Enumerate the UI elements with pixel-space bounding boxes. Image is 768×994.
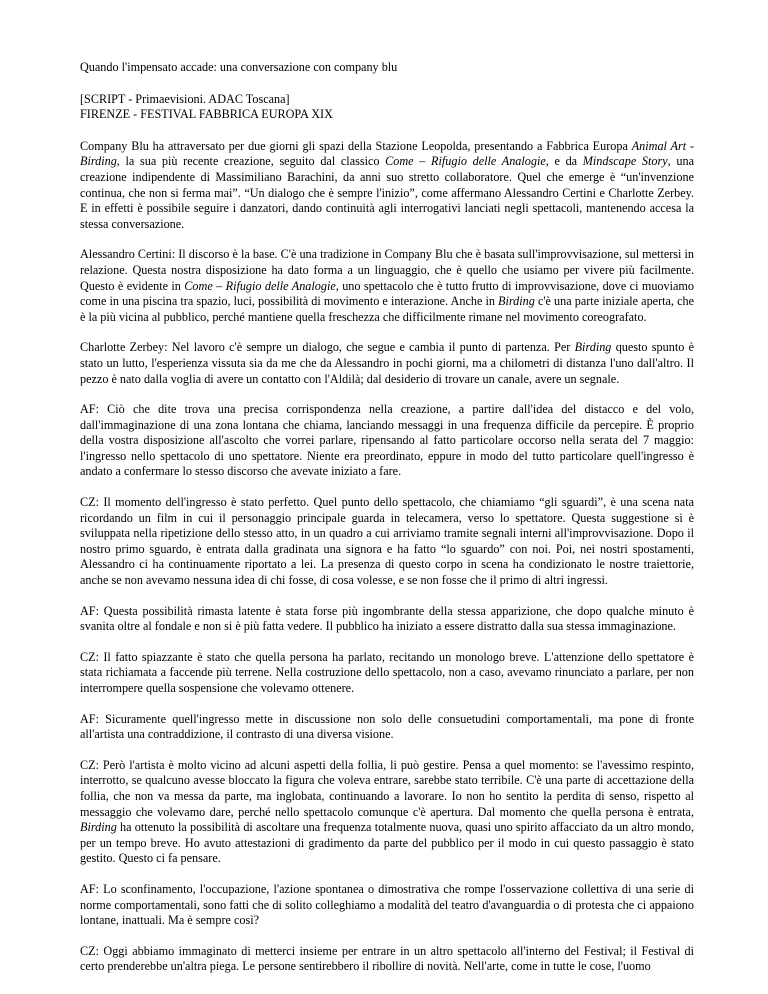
document-title: Quando l'impensato accade: una conversazione con company blu bbox=[80, 60, 398, 74]
paragraph-af-2 bbox=[80, 604, 694, 635]
header-line-festival: FIRENZE - FESTIVAL FABBRICA EUROPA XIX bbox=[80, 107, 333, 122]
paragraph-cz-1 bbox=[80, 495, 694, 589]
spacer bbox=[80, 123, 694, 139]
paragraph-text: Charlotte Zerbey: Nel lavoro c'è sempre un dialogo, che segue e cambia il punto di partenza. Per bbox=[80, 340, 575, 355]
paragraph-text: ha ottenuto la possibilità di ascoltare una frequenza totalmente nuova, quasi uno spirito affacciato da un altro mondo, per un tempo breve. Ho avuto attestazioni di gradimento da parte del pubblico per il modo in cui questo passaggio è stato gestito. Questo ci fa pensare. bbox=[80, 820, 694, 866]
work-title-italic: Come – Rifugio delle Analogie, bbox=[184, 278, 339, 293]
paragraph-text: CZ: Il fatto spiazzante è stato che quella persona ha parlato, recitando un monologo breve. L'attenzione dello spettatore è stata richiamata a faccende più terrene. Nella costruzione dello spettacolo, non a caso, avevamo rinunciato a parlare, per non interrompere quella sospensione che volevamo ottenere. bbox=[80, 649, 694, 695]
paragraph-text: AF: Sicuramente quell'ingresso mette in discussione non solo delle consuetudini comportamentali, ma pone di fronte all'artista una contraddizione, il contrasto di una diversa visione. bbox=[80, 711, 694, 742]
paragraph-cz-2 bbox=[80, 650, 694, 697]
paragraph-text: CZ: Il momento dell'ingresso è stato perfetto. Quel punto dello spettacolo, che chiamiamo “gli sguardi”, è una scena nata ricordando un film in cui il personaggio principale guarda in telecamera, verso lo spettatore. Questa suggestione si è sviluppata nella ripetizione dello stesso atto, in un quadro a cui arriviamo tramite segnali interni all'improvvisazione. Dopo il nostro primo sguardo, è entrata dalla gradinata una signora e ha fatto “lo sguardo” con noi. Poi, nei nostri spostamenti, Alessandro ci ha continuamente riportato a lei. La presenza di questo corpo in scena ha condizionato le nostre traiettorie, anche se non avevamo nessuna idea di chi fosse, di cosa volesse, e se non fosse che il primo di altri ingressi. bbox=[80, 495, 694, 588]
paragraph-cz-4 bbox=[80, 944, 694, 975]
spacer bbox=[80, 76, 694, 92]
paragraph-text: uno spettacolo che è tutto frutto di improvvisazione, dove ci muoviamo come in una piscina tra spazio, luci, possibilità di movimento e interazione. Anche in bbox=[80, 278, 694, 309]
paragraph-text: AF: Ciò che dite trova una precisa corrispondenza nella creazione, a partire dall'idea del distacco e del volo, dall'immaginazione di una zona lontana che chiama, lanciando messaggi in una frequenza difficile da percepire. È proprio della vostra disposizione all'ascolto che vorrei parlare, ripensando al fatto particolare occorso nella serata del 7 maggio: l'ingresso nello spettacolo di uno spettatore. Niente era preordinato, eppure in modo del tutto particolare quell'ingresso è andato a confermare lo stesso discorso che avevate iniziato a fare. bbox=[80, 402, 694, 479]
work-title-italic: Come – Rifugio delle Analogie, bbox=[385, 154, 549, 169]
paragraph-intro bbox=[80, 139, 694, 233]
paragraph-text: questo spunto è stato un lutto, l'esperienza vissuta sia da me che da Alessandro in pochi giorni, ma a chilometri di distanza l'uno dall'altro. Il pezzo è nato dalla voglia di avere un contatto con l'Aldilà; dal desiderio di trovare un canale, avere un segnale. bbox=[80, 340, 694, 386]
work-title-italic: Birding bbox=[574, 340, 612, 355]
paragraph-text: , la sua più recente creazione, seguito dal classico bbox=[116, 154, 386, 169]
document-body bbox=[80, 60, 694, 990]
work-title-italic: Mindscape Story bbox=[582, 154, 668, 169]
paragraph-text: CZ: Oggi abbiamo immaginato di metterci insieme per entrare in un altro spettacolo all'interno del Festival; il Festival di certo prenderebbe un'altra piega. Le persone sentirebbero il ribollire di novità. Nell'arte, come in tutte le cose, l'uomo bbox=[80, 943, 694, 974]
paragraph-af-1 bbox=[80, 402, 694, 480]
work-title-italic: Birding bbox=[80, 820, 117, 835]
paragraph-text: Alessandro Certini: Il discorso è la base. C'è una tradizione in Company Blu che è basata sull'improvvisazione, sul mettersi in relazione. Questa nostra disposizione ha dato forma a un linguaggio, che è quello che usiamo per vivere più facilmente. Questo è evidente in bbox=[80, 247, 694, 293]
paragraph-text: AF: Questa possibilità rimasta latente è stata forse più ingombrante della stessa apparizione, che dopo qualche minuto è svanita oltre al fondale e non si è più fatta vedere. Il pubblico ha iniziato a essere distratto dalla sua stessa immaginazione. bbox=[80, 603, 694, 634]
paragraph-text: CZ: Però l'artista è molto vicino ad alcuni aspetti della follia, li può gestire. Pensa a quel momento: se l'avessimo respinto, interrotto, se qualcuno avesse bloccato la figura che voleva entrare, sarebbe stato terribile. C'è una parte di accettazione della follia, che non va messa da parte, ma inglobata, continuando a lavorare. Io non ho sentito la perdita di senso, rispetto al messaggio che volevamo dare, perché nello spettacolo comunque c'è apertura. Dal momento che quella persona è entrata, bbox=[80, 757, 694, 819]
header-line-script: [SCRIPT - Primaevisioni. ADAC Toscana] bbox=[80, 91, 290, 106]
paragraph-text: c'è una parte iniziale aperta, che è la più vicina al pubblico, perché mantiene quella freschezza che difficilmente rimane nel movimento coreografato. bbox=[80, 294, 694, 324]
paragraph-text: AF: Lo sconfinamento, l'occupazione, l'azione spontanea o dimostrativa che rompe l'osservazione collettiva di una serie di norme comportamentali, sono fatti che di solito colleghiamo a modalità del teatro d'avanguardia o di protesta che ci appaiono lontane, inattuali. Ma è sempre così? bbox=[80, 881, 694, 928]
work-title-italic: Animal Art - Birding bbox=[80, 138, 695, 169]
paragraph-zerbey-1 bbox=[80, 340, 694, 387]
paragraph-text: e da bbox=[548, 154, 583, 169]
paragraph-af-4 bbox=[80, 882, 694, 929]
paragraph-af-3 bbox=[80, 712, 694, 743]
paragraph-certini-1 bbox=[80, 247, 694, 325]
paragraph-text: , una creazione indipendente di Massimiliano Barachini, da anni suo stretto collaboratore. Quel che emerge è “un'invenzione continua, che non si ferma mai”. “Un dialogo che è sempre l'inizio”, come affermano Alessandro Certini e Charlotte Zerbey. E in effetti è possibile seguire i danzatori, dando continuità agli interrogativi lanciati negli spettacoli, mantenendo accesa la stessa conversazione. bbox=[80, 154, 694, 231]
paragraph-cz-3 bbox=[80, 758, 694, 867]
paragraph-text: Company Blu ha attraversato per due giorni gli spazi della Stazione Leopolda, presentando a Fabbrica Europa bbox=[80, 138, 632, 153]
work-title-italic: Birding bbox=[498, 294, 535, 309]
